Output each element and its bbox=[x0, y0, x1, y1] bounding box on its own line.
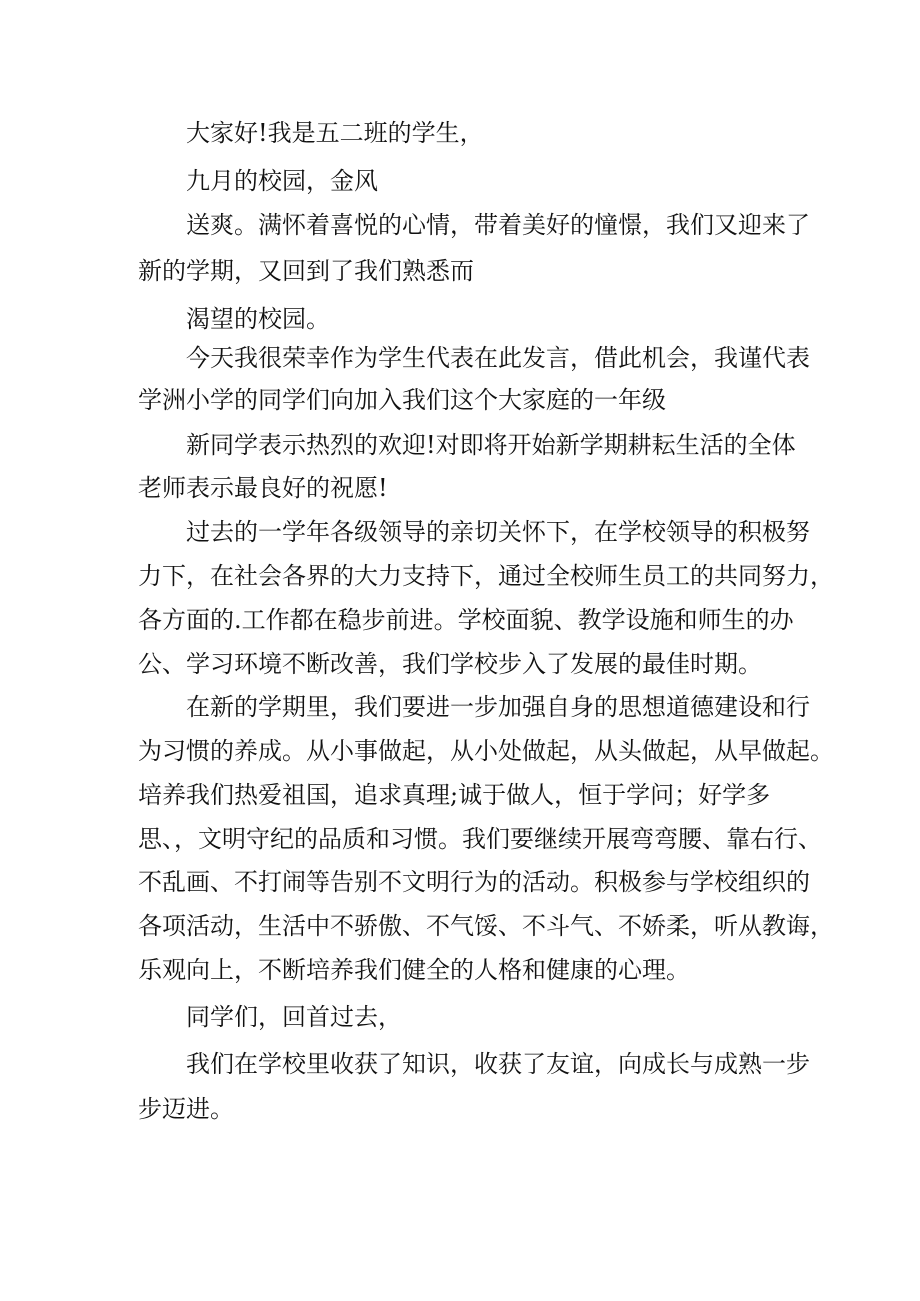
text-line: 今天我很荣幸作为学生代表在此发言，借此机会，我谨代表 bbox=[186, 344, 810, 372]
text-line: 不乱画、不打闹等告别不文明行为的活动。积极参与学校组织的 bbox=[138, 868, 810, 896]
text-line: 在新的学期里，我们要进一步加强自身的思想道德建设和行 bbox=[186, 693, 810, 721]
text-line: 各方面的.工作都在稳步前进。学校面貌、教学设施和师生的办 bbox=[138, 606, 794, 634]
text-line: 力下，在社会各界的大力支持下，通过全校师生员工的共同努力， bbox=[138, 562, 834, 590]
text-line: 新同学表示热烈的欢迎!对即将开始新学期耕耘生活的全体 bbox=[186, 431, 796, 459]
text-line: 渴望的校园。 bbox=[186, 305, 330, 333]
text-line: 各项活动，生活中不骄傲、不气馁、不斗气、不娇柔，听从教诲， bbox=[138, 912, 834, 940]
text-line: 为习惯的养成。从小事做起，从小处做起，从头做起，从早做起。 bbox=[138, 737, 834, 765]
text-line: 新的学期，又回到了我们熟悉而 bbox=[138, 257, 474, 285]
text-line: 我们在学校里收获了知识，收获了友谊，向成长与成熟一步 bbox=[186, 1050, 810, 1078]
text-line: 过去的一学年各级领导的亲切关怀下，在学校领导的积极努 bbox=[186, 518, 810, 546]
text-line: 公、学习环境不断改善，我们学校步入了发展的最佳时期。 bbox=[138, 650, 762, 678]
text-line: 思、，文明守纪的品质和习惯。我们要继续开展弯弯腰、靠右行、 bbox=[138, 825, 822, 853]
text-line: 送爽。满怀着喜悦的心情，带着美好的憧憬，我们又迎来了 bbox=[186, 211, 810, 239]
text-line: 步迈进。 bbox=[138, 1095, 234, 1123]
text-line: 培养我们热爱祖国，追求真理;诚于做人，恒于学问；好学多 bbox=[138, 781, 771, 809]
text-line: 大家好!我是五二班的学生， bbox=[186, 119, 484, 147]
text-line: 九月的校园，金风 bbox=[186, 167, 378, 195]
text-line: 同学们，回首过去， bbox=[186, 1003, 402, 1031]
text-line: 乐观向上，不断培养我们健全的人格和健康的心理。 bbox=[138, 956, 690, 984]
text-line: 学洲小学的同学们向加入我们这个大家庭的一年级 bbox=[138, 386, 666, 414]
text-line: 老师表示最良好的祝愿! bbox=[138, 474, 388, 502]
